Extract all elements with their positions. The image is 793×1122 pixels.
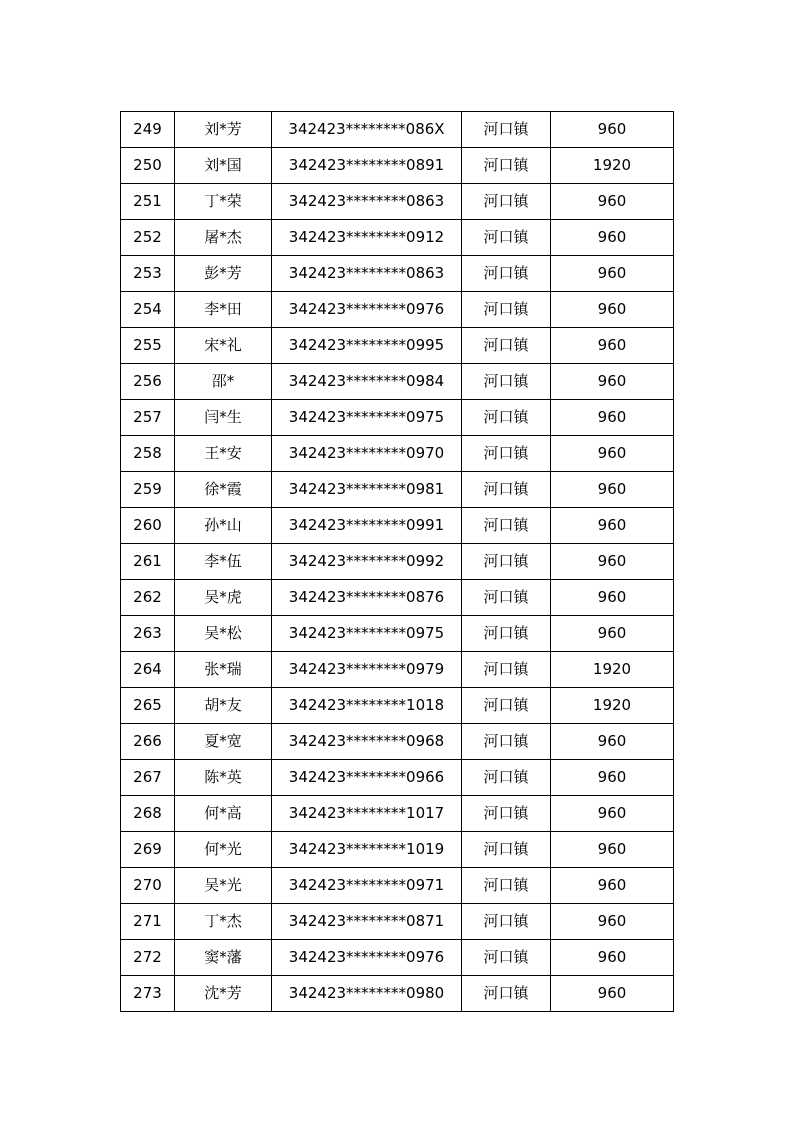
amount-cell: 960 bbox=[551, 256, 674, 292]
name-cell: 邵* bbox=[175, 364, 272, 400]
town-cell: 河口镇 bbox=[462, 472, 551, 508]
row-number-cell: 267 bbox=[121, 760, 175, 796]
amount-cell: 960 bbox=[551, 472, 674, 508]
id-number-cell: 342423********0912 bbox=[272, 220, 462, 256]
table-row bbox=[121, 724, 674, 760]
town-cell: 河口镇 bbox=[462, 940, 551, 976]
id-number-cell: 342423********0976 bbox=[272, 940, 462, 976]
table-row bbox=[121, 400, 674, 436]
name-cell: 刘*国 bbox=[175, 148, 272, 184]
name-cell: 孙*山 bbox=[175, 508, 272, 544]
table-row bbox=[121, 796, 674, 832]
town-cell: 河口镇 bbox=[462, 436, 551, 472]
id-number-cell: 342423********0984 bbox=[272, 364, 462, 400]
town-cell: 河口镇 bbox=[462, 580, 551, 616]
name-cell: 夏*宽 bbox=[175, 724, 272, 760]
name-cell: 李*伍 bbox=[175, 544, 272, 580]
id-number-cell: 342423********0891 bbox=[272, 148, 462, 184]
amount-cell: 960 bbox=[551, 868, 674, 904]
amount-cell: 960 bbox=[551, 760, 674, 796]
table-row bbox=[121, 148, 674, 184]
table-row bbox=[121, 436, 674, 472]
town-cell: 河口镇 bbox=[462, 364, 551, 400]
amount-cell: 960 bbox=[551, 328, 674, 364]
row-number-cell: 250 bbox=[121, 148, 175, 184]
table-row bbox=[121, 868, 674, 904]
name-cell: 吴*光 bbox=[175, 868, 272, 904]
id-number-cell: 342423********1019 bbox=[272, 832, 462, 868]
amount-cell: 960 bbox=[551, 220, 674, 256]
name-cell: 刘*芳 bbox=[175, 112, 272, 148]
town-cell: 河口镇 bbox=[462, 508, 551, 544]
id-number-cell: 342423********0975 bbox=[272, 616, 462, 652]
name-cell: 李*田 bbox=[175, 292, 272, 328]
amount-cell: 1920 bbox=[551, 688, 674, 724]
town-cell: 河口镇 bbox=[462, 148, 551, 184]
row-number-cell: 251 bbox=[121, 184, 175, 220]
name-cell: 徐*霞 bbox=[175, 472, 272, 508]
table-row bbox=[121, 292, 674, 328]
table-row bbox=[121, 688, 674, 724]
town-cell: 河口镇 bbox=[462, 400, 551, 436]
table-row bbox=[121, 580, 674, 616]
amount-cell: 960 bbox=[551, 940, 674, 976]
name-cell: 闫*生 bbox=[175, 400, 272, 436]
row-number-cell: 270 bbox=[121, 868, 175, 904]
row-number-cell: 266 bbox=[121, 724, 175, 760]
table-row bbox=[121, 112, 674, 148]
name-cell: 沈*芳 bbox=[175, 976, 272, 1012]
row-number-cell: 257 bbox=[121, 400, 175, 436]
row-number-cell: 255 bbox=[121, 328, 175, 364]
amount-cell: 960 bbox=[551, 112, 674, 148]
town-cell: 河口镇 bbox=[462, 544, 551, 580]
amount-cell: 960 bbox=[551, 436, 674, 472]
table-row bbox=[121, 220, 674, 256]
roster-table-body bbox=[121, 112, 674, 1012]
row-number-cell: 258 bbox=[121, 436, 175, 472]
id-number-cell: 342423********0991 bbox=[272, 508, 462, 544]
amount-cell: 960 bbox=[551, 400, 674, 436]
amount-cell: 960 bbox=[551, 292, 674, 328]
row-number-cell: 272 bbox=[121, 940, 175, 976]
table-row bbox=[121, 904, 674, 940]
id-number-cell: 342423********0976 bbox=[272, 292, 462, 328]
table-row bbox=[121, 976, 674, 1012]
id-number-cell: 342423********0970 bbox=[272, 436, 462, 472]
id-number-cell: 342423********0966 bbox=[272, 760, 462, 796]
table-row bbox=[121, 832, 674, 868]
town-cell: 河口镇 bbox=[462, 328, 551, 364]
id-number-cell: 342423********0863 bbox=[272, 184, 462, 220]
amount-cell: 960 bbox=[551, 616, 674, 652]
name-cell: 彭*芳 bbox=[175, 256, 272, 292]
town-cell: 河口镇 bbox=[462, 904, 551, 940]
town-cell: 河口镇 bbox=[462, 760, 551, 796]
town-cell: 河口镇 bbox=[462, 616, 551, 652]
id-number-cell: 342423********0968 bbox=[272, 724, 462, 760]
table-row bbox=[121, 616, 674, 652]
name-cell: 陈*英 bbox=[175, 760, 272, 796]
table-row bbox=[121, 544, 674, 580]
amount-cell: 960 bbox=[551, 184, 674, 220]
town-cell: 河口镇 bbox=[462, 724, 551, 760]
id-number-cell: 342423********0863 bbox=[272, 256, 462, 292]
town-cell: 河口镇 bbox=[462, 652, 551, 688]
amount-cell: 960 bbox=[551, 508, 674, 544]
town-cell: 河口镇 bbox=[462, 292, 551, 328]
row-number-cell: 253 bbox=[121, 256, 175, 292]
name-cell: 吴*松 bbox=[175, 616, 272, 652]
name-cell: 宋*礼 bbox=[175, 328, 272, 364]
row-number-cell: 249 bbox=[121, 112, 175, 148]
amount-cell: 960 bbox=[551, 364, 674, 400]
row-number-cell: 263 bbox=[121, 616, 175, 652]
id-number-cell: 342423********0980 bbox=[272, 976, 462, 1012]
row-number-cell: 268 bbox=[121, 796, 175, 832]
row-number-cell: 260 bbox=[121, 508, 175, 544]
amount-cell: 960 bbox=[551, 724, 674, 760]
id-number-cell: 342423********086X bbox=[272, 112, 462, 148]
town-cell: 河口镇 bbox=[462, 796, 551, 832]
amount-cell: 960 bbox=[551, 544, 674, 580]
table-row bbox=[121, 652, 674, 688]
amount-cell: 1920 bbox=[551, 652, 674, 688]
name-cell: 胡*友 bbox=[175, 688, 272, 724]
town-cell: 河口镇 bbox=[462, 220, 551, 256]
id-number-cell: 342423********0995 bbox=[272, 328, 462, 364]
row-number-cell: 259 bbox=[121, 472, 175, 508]
amount-cell: 960 bbox=[551, 976, 674, 1012]
amount-cell: 960 bbox=[551, 904, 674, 940]
roster-table bbox=[120, 111, 674, 1012]
row-number-cell: 273 bbox=[121, 976, 175, 1012]
town-cell: 河口镇 bbox=[462, 688, 551, 724]
table-row bbox=[121, 760, 674, 796]
row-number-cell: 265 bbox=[121, 688, 175, 724]
table-row bbox=[121, 364, 674, 400]
name-cell: 屠*杰 bbox=[175, 220, 272, 256]
row-number-cell: 269 bbox=[121, 832, 175, 868]
table-row bbox=[121, 256, 674, 292]
name-cell: 何*高 bbox=[175, 796, 272, 832]
table-row bbox=[121, 328, 674, 364]
row-number-cell: 271 bbox=[121, 904, 175, 940]
id-number-cell: 342423********1017 bbox=[272, 796, 462, 832]
amount-cell: 960 bbox=[551, 832, 674, 868]
id-number-cell: 342423********0981 bbox=[272, 472, 462, 508]
amount-cell: 960 bbox=[551, 796, 674, 832]
id-number-cell: 342423********1018 bbox=[272, 688, 462, 724]
id-number-cell: 342423********0876 bbox=[272, 580, 462, 616]
name-cell: 窦*藩 bbox=[175, 940, 272, 976]
row-number-cell: 261 bbox=[121, 544, 175, 580]
row-number-cell: 254 bbox=[121, 292, 175, 328]
table-row bbox=[121, 472, 674, 508]
table-row bbox=[121, 940, 674, 976]
name-cell: 丁*杰 bbox=[175, 904, 272, 940]
row-number-cell: 264 bbox=[121, 652, 175, 688]
town-cell: 河口镇 bbox=[462, 976, 551, 1012]
name-cell: 吴*虎 bbox=[175, 580, 272, 616]
name-cell: 丁*荣 bbox=[175, 184, 272, 220]
row-number-cell: 252 bbox=[121, 220, 175, 256]
id-number-cell: 342423********0975 bbox=[272, 400, 462, 436]
town-cell: 河口镇 bbox=[462, 184, 551, 220]
town-cell: 河口镇 bbox=[462, 256, 551, 292]
id-number-cell: 342423********0871 bbox=[272, 904, 462, 940]
town-cell: 河口镇 bbox=[462, 868, 551, 904]
name-cell: 何*光 bbox=[175, 832, 272, 868]
name-cell: 王*安 bbox=[175, 436, 272, 472]
id-number-cell: 342423********0971 bbox=[272, 868, 462, 904]
row-number-cell: 256 bbox=[121, 364, 175, 400]
amount-cell: 1920 bbox=[551, 148, 674, 184]
id-number-cell: 342423********0979 bbox=[272, 652, 462, 688]
table-row bbox=[121, 508, 674, 544]
town-cell: 河口镇 bbox=[462, 112, 551, 148]
row-number-cell: 262 bbox=[121, 580, 175, 616]
name-cell: 张*瑞 bbox=[175, 652, 272, 688]
table-row bbox=[121, 184, 674, 220]
amount-cell: 960 bbox=[551, 580, 674, 616]
id-number-cell: 342423********0992 bbox=[272, 544, 462, 580]
town-cell: 河口镇 bbox=[462, 832, 551, 868]
